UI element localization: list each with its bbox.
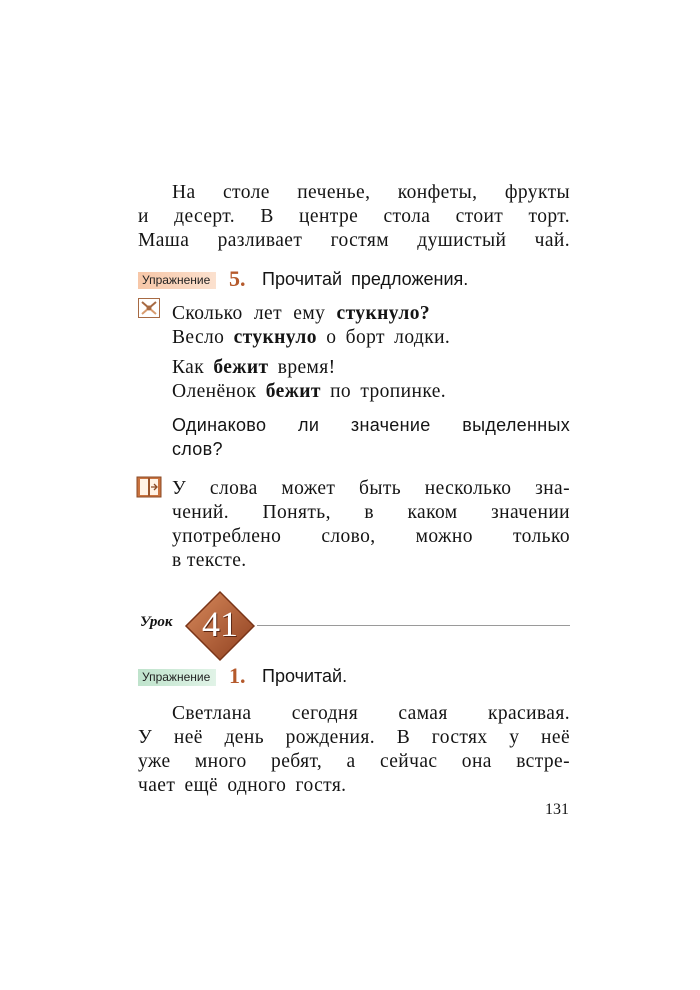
exercise-number: 1.: [229, 663, 246, 688]
intro-line: Маша разливает гостям душистый чай.: [138, 230, 570, 251]
exercise-question: [172, 413, 570, 461]
text-line: У неё день рождения. В гостях у неё: [138, 727, 570, 748]
question-line: Одинаково ли значение выделенных: [172, 415, 570, 435]
text-line: Светлана сегодня самая красивая.: [172, 703, 570, 724]
lesson-word: Урок: [140, 614, 173, 630]
page-number: 131: [545, 801, 569, 818]
sentence-pair-1: [172, 302, 450, 350]
sentence: Как бежит время!: [172, 357, 336, 378]
lesson-divider: [257, 625, 570, 626]
sentence-pair-2: [172, 356, 446, 404]
observe-icon: [138, 298, 160, 323]
lesson-number: 41: [202, 604, 238, 644]
intro-line: и десерт. В центре стола стоит торт.: [138, 206, 570, 227]
highlighted-word: стукнуло?: [336, 303, 431, 324]
highlighted-word: бежит: [213, 357, 269, 378]
book-icon: [136, 476, 162, 503]
sentence: Оленёнок бежит по тропинке.: [172, 381, 447, 402]
question-line: слов?: [172, 439, 223, 459]
sentence: Весло стукнуло о борт лодки.: [172, 327, 451, 348]
exercise-number: 5.: [229, 266, 246, 291]
highlighted-word: стукнуло: [233, 327, 317, 348]
rule-paragraph: [172, 477, 570, 573]
intro-paragraph: [138, 181, 570, 253]
sentence: Сколько лет ему стукнуло?: [172, 303, 431, 324]
highlighted-word: бежит: [265, 381, 321, 402]
text-line: чает ещё одного гостя.: [138, 775, 347, 796]
exercise-title: Прочитай предложения.: [262, 269, 469, 289]
exercise-title: Прочитай.: [262, 666, 348, 686]
rule-line: У слова может быть несколько зна-: [172, 478, 570, 499]
exercise1-paragraph: [138, 702, 570, 798]
intro-line: На столе печенье, конфеты, фрукты: [172, 182, 570, 203]
exercise-label: Упражнение: [138, 669, 216, 686]
rule-line: употреблено слово, можно только: [172, 526, 570, 547]
rule-line: в тексте.: [172, 550, 247, 571]
rule-line: чений. Понять, в каком значении: [172, 502, 570, 523]
text-line: уже много ребят, а сейчас она встре-: [138, 751, 570, 772]
exercise-label: Упражнение: [138, 272, 216, 289]
